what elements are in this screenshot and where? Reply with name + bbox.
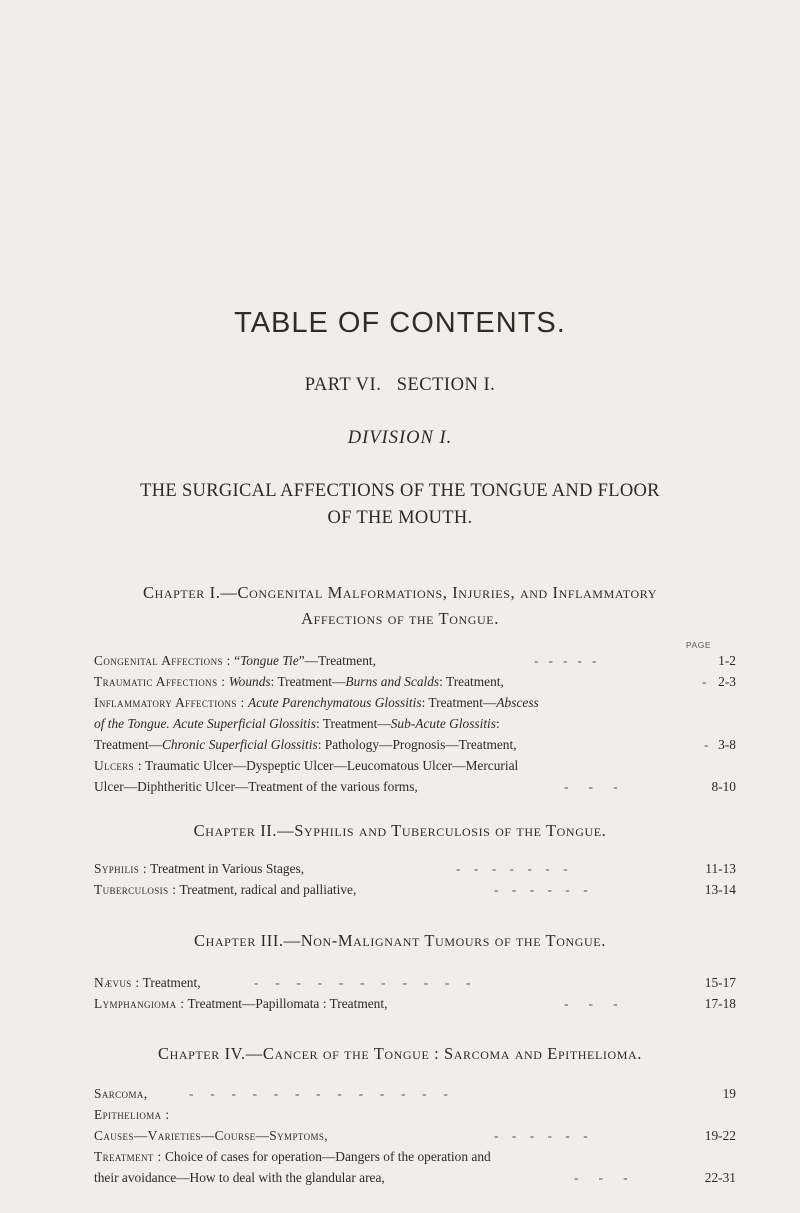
entry-body: of the Tongue. Acute Superficial Glossitis: Treatment—Sub-Acute Glossitis: xyxy=(94,716,500,731)
chapter-1-entries xyxy=(94,650,736,797)
entry-body: “Tongue Tie”—Treatment, xyxy=(230,653,376,668)
chapter-3-heading xyxy=(60,928,740,954)
toc-entry-continued xyxy=(94,713,714,734)
part-heading: PART VI. SECTION I. xyxy=(304,375,496,395)
entry-page: 17-18 xyxy=(704,996,736,1011)
chapter-heading-line-1: Chapter I.—Congenital Malformations, Injuries, and Inflammatory xyxy=(143,583,657,602)
entry-page: 1-2 xyxy=(718,653,736,668)
toc-entry xyxy=(94,858,736,879)
chapter-2-entries xyxy=(94,858,736,900)
chapter-heading-line-1: Chapter II.—Syphilis and Tuberculosis of the Tongue. xyxy=(193,821,607,840)
entry-head: Causes—Varieties—Course—Symptoms, xyxy=(94,1128,329,1143)
toc-entry xyxy=(94,755,714,776)
entry-head: Tuberculosis : xyxy=(94,882,177,897)
toc-entry xyxy=(94,1125,736,1146)
toc-entry xyxy=(94,1146,714,1167)
entry-head: Epithelioma : xyxy=(94,1107,170,1122)
toc-entry xyxy=(94,879,736,900)
toc-entry xyxy=(94,993,736,1014)
toc-entry xyxy=(94,1083,736,1104)
entry-body: Ulcer—Diphtheritic Ulcer—Treatment of the various forms, xyxy=(94,779,418,794)
entry-body: Treatment—Chronic Superficial Glossitis: Pathology—Prognosis—Treatment, xyxy=(94,737,517,752)
entry-page: 2-3 xyxy=(718,674,736,689)
toc-entry-continued xyxy=(94,776,736,797)
toc-entry xyxy=(94,1104,714,1125)
toc-entry xyxy=(94,692,714,713)
chapter-heading-line-1: Chapter IV.—Cancer of the Tongue : Sarcoma and Epithelioma. xyxy=(157,1044,643,1063)
chapter-2-heading xyxy=(60,818,740,844)
toc-entry xyxy=(94,671,736,692)
entry-head: Traumatic Affections : xyxy=(94,674,226,689)
entry-page: 19 xyxy=(722,1086,736,1101)
entry-head: Nævus : xyxy=(94,975,140,990)
entry-page: 19-22 xyxy=(704,1128,736,1143)
toc-entry-continued xyxy=(94,1167,736,1188)
entry-head: Lymphangioma : xyxy=(94,996,185,1011)
dot-leader: - - - xyxy=(574,1170,628,1185)
entry-body: Treatment—Papillomata : Treatment, xyxy=(184,996,388,1011)
dot-leader: - - - - - xyxy=(534,653,597,668)
entry-head: Syphilis : xyxy=(94,861,148,876)
entry-page: 3-8 xyxy=(718,737,736,752)
toc-entry xyxy=(94,650,736,671)
entry-head: Sarcoma, xyxy=(94,1086,148,1101)
dot-leader: - - - - - - - - - - - - - xyxy=(189,1086,448,1101)
entry-head: Congenital Affections : xyxy=(94,653,231,668)
entry-head: Inflammatory Affections : xyxy=(94,695,245,710)
chapter-4-entries xyxy=(94,1083,736,1188)
toc-entry xyxy=(94,972,736,993)
dot-leader: - - - - - - xyxy=(494,882,588,897)
dot-leader: - - - - - - - - - - - xyxy=(254,975,471,990)
entry-page: 11-13 xyxy=(705,861,736,876)
dot-leader: - - - - - - xyxy=(494,1128,588,1143)
chapter-heading-line-2: Affections of the Tongue. xyxy=(301,609,499,628)
entry-body: their avoidance—How to deal with the glandular area, xyxy=(94,1170,385,1185)
entry-body: Traumatic Ulcer—Dyspeptic Ulcer—Leucomatous Ulcer—Mercurial xyxy=(141,758,519,773)
toc-entry-continued xyxy=(94,734,736,755)
dot-leader: - - - xyxy=(564,996,618,1011)
entry-body: Treatment, radical and palliative, xyxy=(176,882,357,897)
page-title: TABLE OF CONTENTS. xyxy=(234,307,566,339)
entry-page: 13-14 xyxy=(704,882,736,897)
dot-leader: - - - - - - - xyxy=(456,861,568,876)
page-column-header: PAGE xyxy=(686,640,711,650)
entry-page: 8-10 xyxy=(711,779,736,794)
chapter-4-heading xyxy=(60,1041,740,1067)
book-title xyxy=(0,478,800,532)
entry-body: Treatment, xyxy=(139,975,201,990)
entry-body: Choice of cases for operation—Dangers of the operation and xyxy=(161,1149,491,1164)
entry-body: Wounds: Treatment—Burns and Scalds: Treatment, xyxy=(228,674,504,689)
chapter-3-entries xyxy=(94,972,736,1014)
division-heading: DIVISION I. xyxy=(347,428,453,448)
dot-leader: - - - xyxy=(564,779,618,794)
chapter-1-heading xyxy=(60,580,740,632)
entry-page: 15-17 xyxy=(704,975,736,990)
entry-body: Acute Parenchymatous Glossitis: Treatment—Abscess xyxy=(248,695,539,710)
entry-head: Ulcers : xyxy=(94,758,142,773)
entry-page: 22-31 xyxy=(704,1170,736,1185)
chapter-heading-line-1: Chapter III.—Non-Malignant Tumours of the Tongue. xyxy=(194,931,606,950)
book-title-line-2: OF THE MOUTH. xyxy=(327,508,473,528)
entry-head: Treatment : xyxy=(94,1149,162,1164)
dot-leader: - xyxy=(702,674,707,689)
book-title-line-1: THE SURGICAL AFFECTIONS OF THE TONGUE AND FLOOR xyxy=(140,481,660,501)
dot-leader: - xyxy=(704,737,709,752)
entry-body: Treatment in Various Stages, xyxy=(147,861,305,876)
